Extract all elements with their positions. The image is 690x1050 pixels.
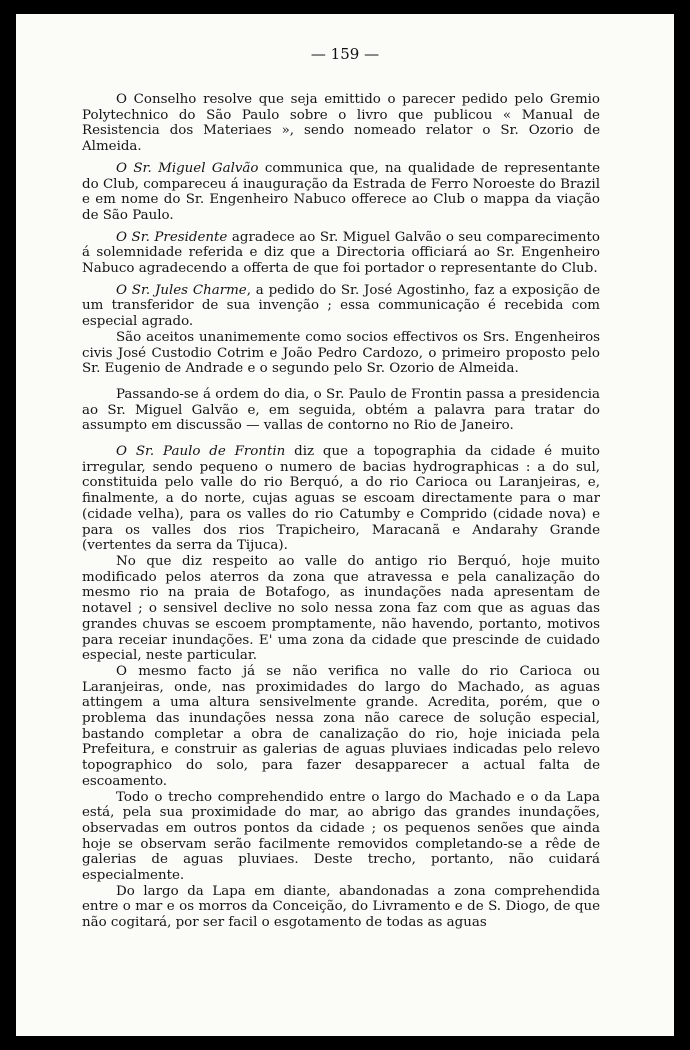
speaker-name: O Sr. Jules Charme [116,282,247,298]
paragraph-machado-lapa-stretch: Todo o trecho comprehendido entre o largo do Machado e o da Lapa está, pela sua proximidade do mar, ao abrigo das grandes inundações, observadas em outros pontos da cidade ; os pequenos senões que ainda hoje se observam serão facilmente removidos completando-se a rêde de galerias de aguas pluviaes. Deste trecho, portanto, não cuidará especialmente. [82,789,600,884]
paragraph-carioca-valley: O mesmo facto já se não verifica no valle do rio Carioca ou Laranjeiras, onde, nas proximidades do largo do Machado, as aguas attingem a uma altura sensivelmente grande. Acredita, porém, que o problema das inundações nessa zona não carece de solução especial, bastando completar a obra de canalização do rio, hoje iniciada pela Prefeitura, e construir as galerias de aguas pluviaes indicadas pelo relevo topographico do solo, para fazer desapparecer a actual falta de escoamento. [82,663,600,789]
paragraph-berquo-valley: No que diz respeito ao valle do antigo rio Berquó, hoje muito modificado pelos aterros da zona que atravessa e pela canalização do mesmo rio na praia de Botafogo, as inundações nada apresentam de notavel ; o sensivel declive no solo nessa zona faz com que as aguas das grandes chuvas se escoem promptamente, não havendo, portanto, motivos para receiar inundações. E' uma zona da cidade que prescinde de cuidado especial, neste particular. [82,553,600,664]
paragraph-president-thanks: O Sr. Presidente agradece ao Sr. Miguel Galvão o seu comparecimento á solemnidade referida e diz que a Directoria officiará ao Sr. Engenheiro Nabuco agradecendo a offerta de que foi portador o representante do Club. [82,229,600,277]
paragraph-charme-exposition: O Sr. Jules Charme, a pedido do Sr. José Agostinho, faz a exposição de um transferidor de sua invenção ; essa communicação é recebida com especial agrado. [82,282,600,330]
body-text [82,92,600,931]
speaker-name: O Sr. Presidente [116,229,228,245]
paragraph-frontin-topography: O Sr. Paulo de Frontin diz que a topographia da cidade é muito irregular, sendo pequeno o numero de bacias hydrographicas : a do sul, constituida pelo valle do rio Berquó, a do rio Carioca ou Laranjeiras, e, finalmente, a do norte, cujas aguas se escoam directamente para o mar (cidade velha), para os valles do rio Catumby e Comprido (cidade nova) e para os valles dos rios Trapicheiro, Maracanã e Andarahy Grande (vertentes da serra da Tijuca). [82,444,600,554]
paragraph-galvao-communication: O Sr. Miguel Galvão communica que, na qualidade de representante do Club, compareceu á inauguração da Estrada de Ferro Noroeste do Brazil e em nome do Sr. Engenheiro Nabuco offerece ao Club o mappa da viação de São Paulo. [82,160,601,223]
paragraph-lapa-onwards: Do largo da Lapa em diante, abandonadas a zona comprehendida entre o mar e os morros da Conceição, do Livramento e de S. Diogo, de que não cogitará, por ser facil o esgotamento de todas as aguas [82,883,600,931]
speaker-name: O Sr. Miguel Galvão [116,160,259,176]
paragraph-new-members: São aceitos unanimemente como socios effectivos os Srs. Engenheiros civis José Custodio Cotrim e João Pedro Cardozo, o primeiro proposto pelo Sr. Eugenio de Andrade e o segundo pelo Sr. Ozorio de Almeida. [82,329,600,377]
paragraph-order-of-day: Passando-se á ordem do dia, o Sr. Paulo de Frontin passa a presidencia ao Sr. Miguel Galvão e, em seguida, obtém a palavra para tratar do assumpto em discussão — vallas de contorno no Rio de Janeiro. [82,386,600,434]
speaker-name: O Sr. Paulo de Frontin [116,444,286,460]
page-number: — 159 — [310,45,380,63]
paragraph-council-resolution: O Conselho resolve que seja emittido o parecer pedido pelo Gremio Polytechnico do São Paulo sobre o livro que publicou « Manual de Resistencia dos Materiaes », sendo nomeado relator o Sr. Ozorio de Almeida. [82,92,600,155]
document-page [16,14,674,1036]
